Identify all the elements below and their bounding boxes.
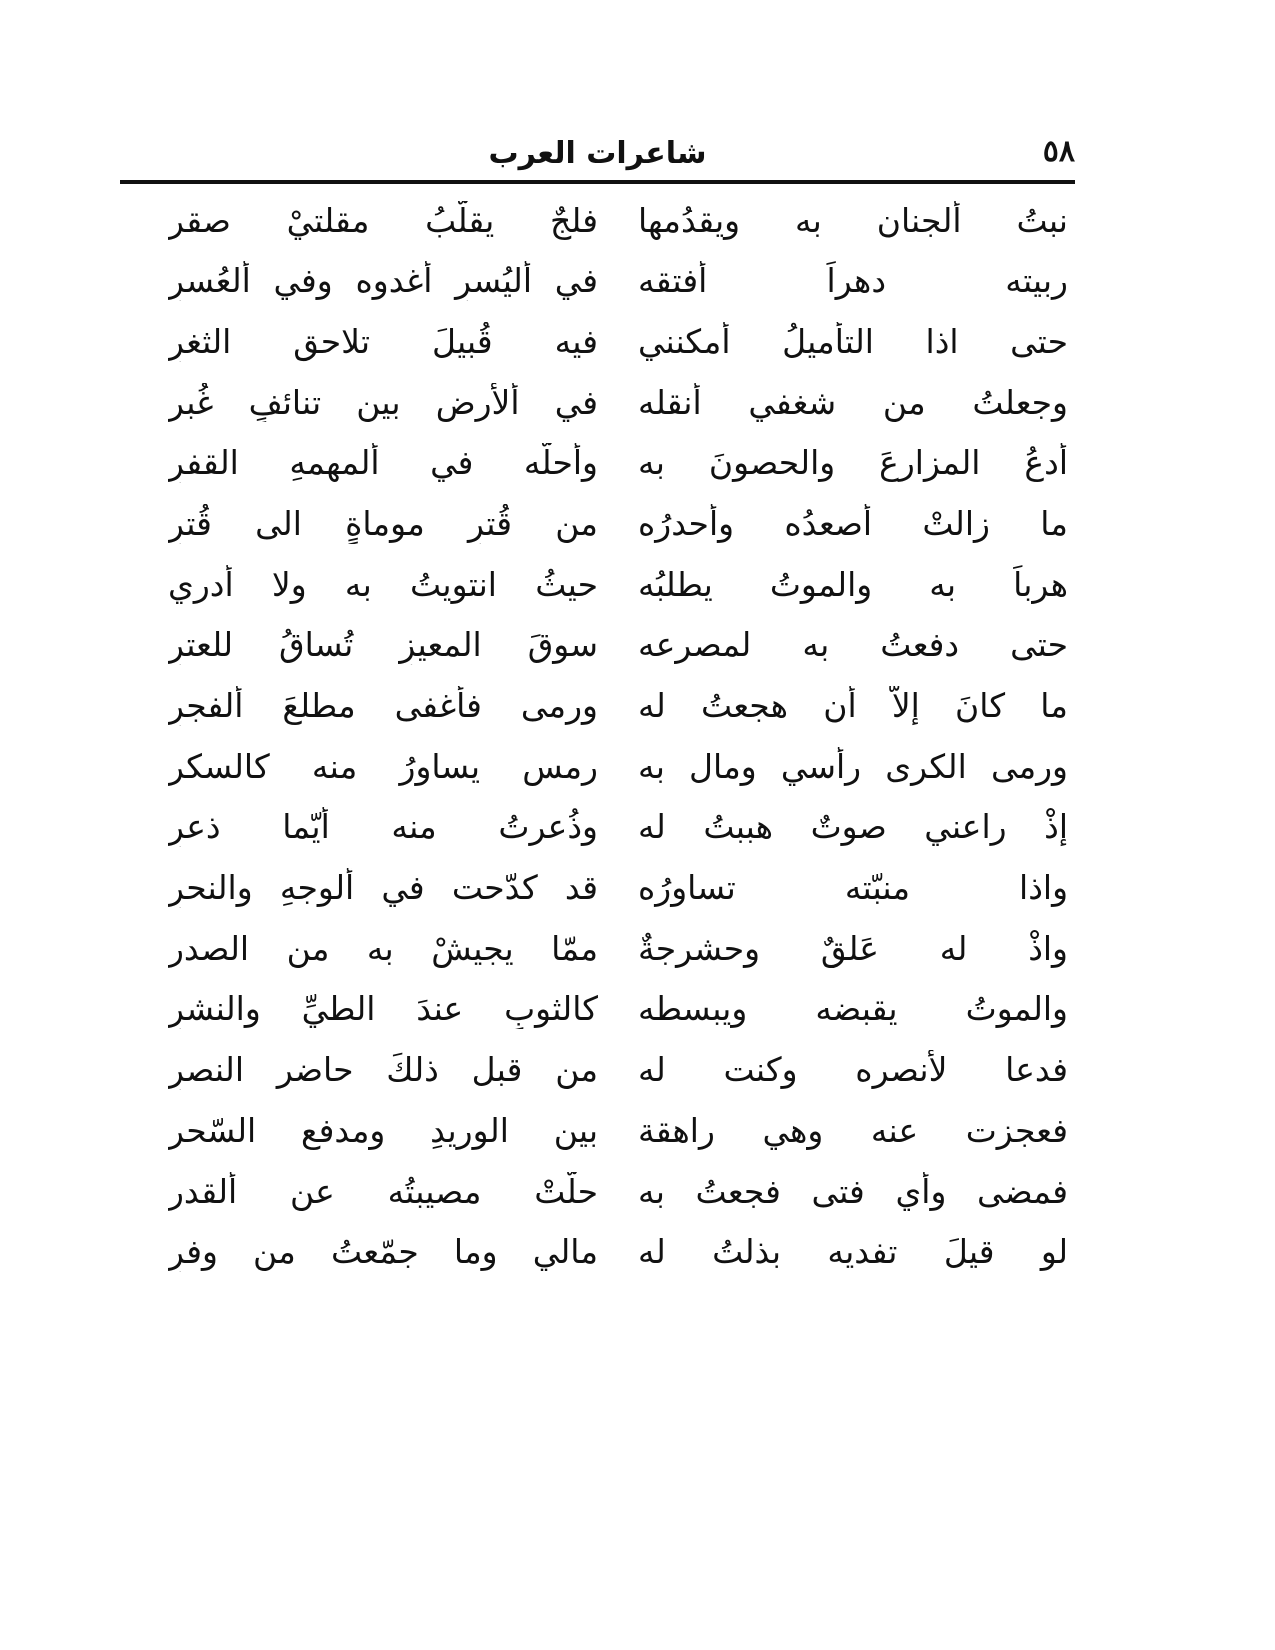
first-hemistich: ما كانَ إلاّ أن هجعتُ له bbox=[638, 686, 1068, 726]
first-hemistich: هرباً به والموتُ يطلبُه bbox=[638, 564, 1068, 604]
second-hemistich: قد كدّحت في ألوجهِ والنحرِ bbox=[168, 868, 598, 908]
first-hemistich: لو قيلَ تفديه بذلتُ له bbox=[638, 1232, 1068, 1272]
header-rule bbox=[120, 180, 1075, 184]
verse-line bbox=[168, 493, 1068, 554]
first-hemistich: ورمى الكرى رأسي ومال به bbox=[638, 746, 1068, 786]
verse-line bbox=[168, 1161, 1068, 1222]
second-hemistich: فيه قُبيلَ تلاحقِ الثغرِ bbox=[168, 321, 598, 361]
second-hemistich: حلّتْ مصيبتُه عن ألقدرِ bbox=[168, 1171, 598, 1211]
second-hemistich: بين الوريدِ ومدفعِ السّحرِ bbox=[168, 1110, 598, 1150]
verse-line bbox=[168, 1100, 1068, 1161]
first-hemistich: فدعا لأنصره وكنت له bbox=[638, 1050, 1068, 1090]
second-hemistich: رمس يساورُ منه كالسكرِ bbox=[168, 746, 598, 786]
second-hemistich: في ألأرضِ بين تنائفٍ غُبرِ bbox=[168, 382, 598, 422]
first-hemistich: إذْ راعني صوتٌ هببتُ له bbox=[638, 807, 1068, 847]
verse-line bbox=[168, 615, 1068, 676]
verse-line bbox=[168, 858, 1068, 919]
second-hemistich: مالي وما جمّعتُ من وفرِ bbox=[168, 1232, 598, 1272]
verse-line bbox=[168, 190, 1068, 251]
first-hemistich: واذْ له عَلقٌ وحشرجةٌ bbox=[638, 928, 1068, 968]
first-hemistich: وجعلتُ من شغفي أنقله bbox=[638, 382, 1068, 422]
poem bbox=[168, 190, 1068, 1282]
verse-line bbox=[168, 433, 1068, 494]
second-hemistich: حيثُ انتويتُ به ولا أدري bbox=[168, 564, 598, 604]
running-title: شاعرات العرب bbox=[488, 136, 707, 171]
first-hemistich: والموتُ يقبضه ويبسطه bbox=[638, 989, 1068, 1029]
first-hemistich: حتى دفعتُ به لمصرعه bbox=[638, 625, 1068, 665]
second-hemistich: وأحلُّه في ألمهمهِ القفرِ bbox=[168, 443, 598, 483]
verse-line bbox=[168, 918, 1068, 979]
first-hemistich: فمضى وأي فتى فجعتُ به bbox=[638, 1171, 1068, 1211]
verse-line bbox=[168, 251, 1068, 312]
verse-line bbox=[168, 797, 1068, 858]
verse-line bbox=[168, 676, 1068, 737]
second-hemistich: من قُترِ موماةٍ الى قُترِ bbox=[168, 503, 598, 543]
second-hemistich: فلجٌ يقلّبُ مقلتيْ صقرِ bbox=[168, 200, 598, 240]
verse-line bbox=[168, 1222, 1068, 1283]
verse-line bbox=[168, 736, 1068, 797]
page-number: ٥٨ bbox=[1042, 134, 1075, 169]
first-hemistich: أدعُ المزارعَ والحصونَ به bbox=[638, 443, 1068, 483]
second-hemistich: ممّا يجيشْ به من الصدرِ bbox=[168, 928, 598, 968]
verse-line bbox=[168, 372, 1068, 433]
first-hemistich: حتى اذا التأميلُ أمكنني bbox=[638, 321, 1068, 361]
verse-line bbox=[168, 311, 1068, 372]
second-hemistich: ورمى فأغفى مطلعَ ألفجرِ bbox=[168, 686, 598, 726]
second-hemistich: وذُعرتُ منه أيّما ذعرِ bbox=[168, 807, 598, 847]
first-hemistich: ما زالتْ أصعدُه وأحدرُه bbox=[638, 503, 1068, 543]
first-hemistich: نبتُ ألجنانِ به ويقدُمها bbox=[638, 200, 1068, 240]
verse-line bbox=[168, 554, 1068, 615]
second-hemistich: سوقَ المعيزِ تُساقُ للعترِ bbox=[168, 625, 598, 665]
first-hemistich: واذا منبّته تساورُه bbox=[638, 868, 1068, 908]
page-header bbox=[120, 128, 1075, 182]
second-hemistich: في أليُسرِ أغدوه وفي ألعُسرِ bbox=[168, 261, 598, 301]
first-hemistich: ربيته دهراً أفتقه bbox=[638, 261, 1068, 301]
verse-line bbox=[168, 979, 1068, 1040]
first-hemistich: فعجزت عنه وهي راهقة bbox=[638, 1110, 1068, 1150]
verse-line bbox=[168, 1040, 1068, 1101]
second-hemistich: كالثوبِ عندَ الطيِّ والنشرِ bbox=[168, 989, 598, 1029]
second-hemistich: من قبل ذلكَ حاضر النصرِ bbox=[168, 1050, 598, 1090]
